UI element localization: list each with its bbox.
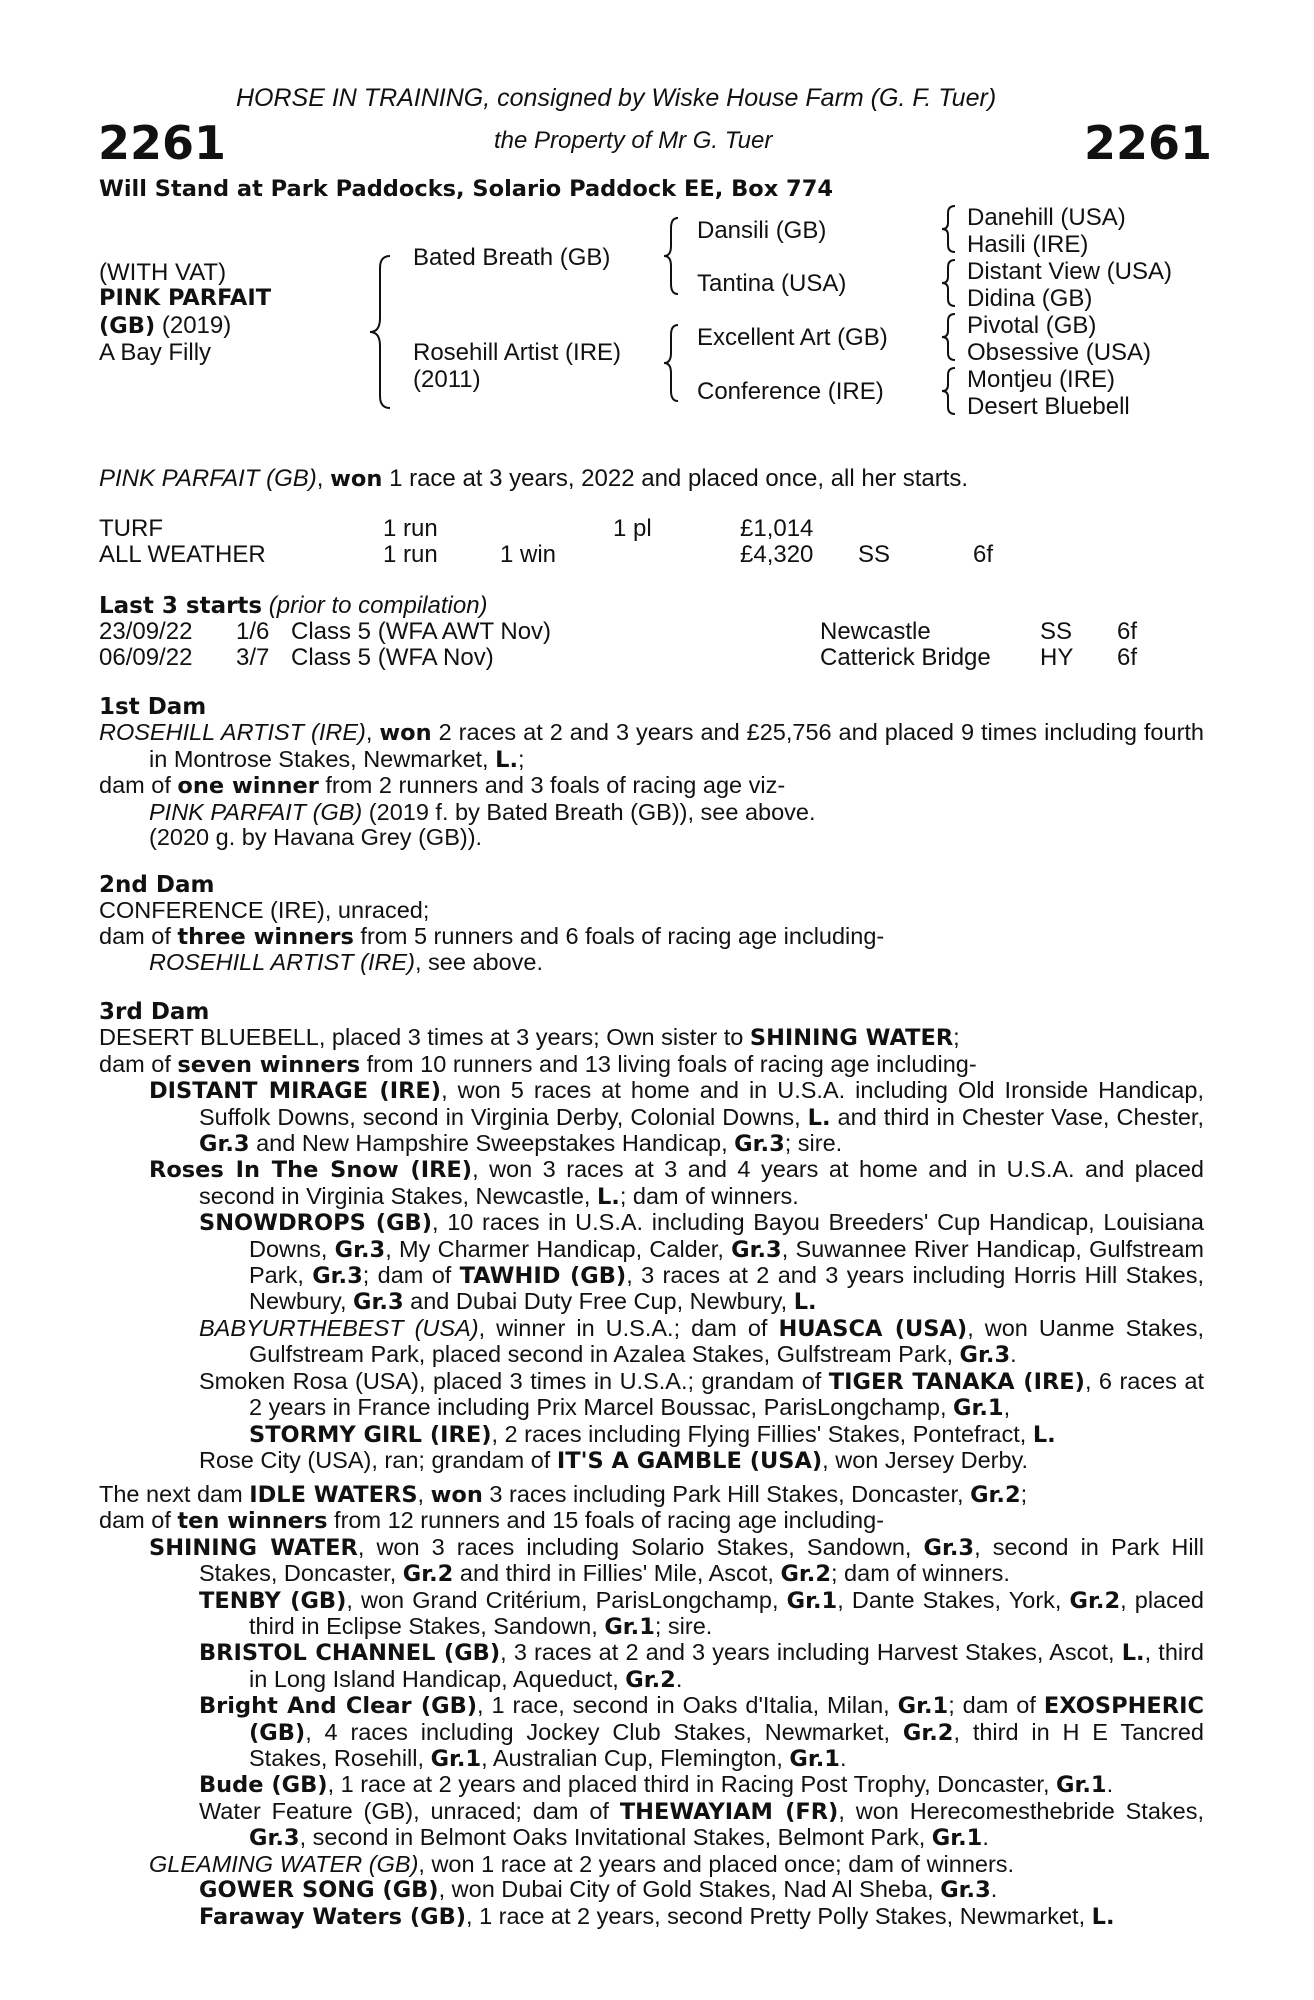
produce-name: HUASCA (USA) (778, 1315, 968, 1342)
last-starts-note: (prior to compilation) (262, 592, 488, 619)
grade: Gr.1 (897, 1693, 949, 1720)
third-dam-title: 3rd Dam (99, 999, 210, 1025)
produce-name: TIGER TANAKA (IRE) (828, 1368, 1085, 1395)
start-date: 06/09/22 (99, 644, 193, 671)
produce-entry (149, 1078, 1204, 1157)
text: , won Jersey Derby. (822, 1446, 1029, 1473)
second-dam-produce-summary (99, 924, 1204, 950)
grade: Gr.1 (786, 1587, 838, 1614)
record-runs: 1 run (383, 515, 438, 542)
first-dam-produce-summary (99, 773, 1204, 799)
g-montjeu: Montjeu (IRE) (967, 366, 1116, 393)
grade: Gr.1 (430, 1746, 482, 1773)
g-pivotal: Pivotal (GB) (967, 312, 1097, 339)
produce-entry (199, 1904, 1204, 1930)
produce-name: IT'S A GAMBLE (USA) (556, 1447, 823, 1474)
text: , won 3 races including Solario Stakes, Sandown, (357, 1533, 924, 1560)
produce-entry (199, 1693, 1204, 1772)
grade: L. (1121, 1640, 1145, 1667)
grade: L. (495, 746, 518, 773)
text: dam of (99, 922, 178, 949)
grade: Gr.2 (780, 1561, 831, 1588)
start-going: SS (1040, 618, 1073, 645)
pedigree-brace-dam (662, 321, 684, 405)
g-hasili: Hasili (IRE) (967, 231, 1089, 258)
start-date: 23/09/22 (99, 618, 193, 645)
grade: L. (596, 1183, 620, 1210)
pedigree-brace-main (368, 252, 398, 412)
pedigree-brace-sire (662, 214, 684, 298)
lot-number-left: 2261 (98, 116, 227, 170)
lot-number-right: 2261 (1084, 116, 1213, 170)
won-label: won (430, 1482, 483, 1508)
text: , 2 races including Flying Fillies' Stakes, Pontefract, (491, 1420, 1033, 1447)
text: and third in Chester Vase, Chester, (830, 1103, 1204, 1130)
text: , won 3 races at 3 and 4 years at home and in U.S.A. and placed second in Virginia Stakes, Newcastle, (199, 1156, 1204, 1209)
text: . (990, 1876, 998, 1903)
text: dam of (99, 1507, 178, 1534)
summary-rest: 1 race at 3 years, 2022 and placed once, all her starts. (382, 465, 969, 492)
grade: Gr.3 (734, 1131, 785, 1158)
produce-entry (199, 1772, 1204, 1798)
dam-sire: Excellent Art (GB) (697, 324, 888, 351)
grade: Gr.1 (604, 1614, 655, 1641)
text: from 10 runners and 13 living foals of racing age including- (360, 1050, 977, 1077)
record-wins: 1 win (500, 541, 557, 568)
start-position: 1/6 (236, 618, 270, 645)
grade: L. (1091, 1903, 1115, 1930)
winners-count: seven winners (177, 1051, 361, 1078)
produce-name: Bright And Clear (GB) (199, 1693, 478, 1720)
dam-dam: Conference (IRE) (697, 378, 884, 405)
text: and third in Fillies' Mile, Ascot, (453, 1560, 781, 1587)
text: , 10 races in U.S.A. including Bayou Breeders' Cup Handicap, Louisiana Downs, (249, 1209, 1204, 1262)
winners-count: ten winners (177, 1508, 328, 1535)
text: , (1003, 1394, 1011, 1421)
record-prize: £4,320 (740, 541, 814, 568)
text: , won 5 races at home and in U.S.A. including Old Ironside Handicap, Suffolk Downs, second in Virginia Derby, Colonial Downs, (199, 1077, 1204, 1130)
produce-name: GOWER SONG (GB) (199, 1877, 439, 1904)
grade: Gr.1 (953, 1395, 1004, 1422)
text: ; (1020, 1481, 1028, 1507)
produce-name: SHINING WATER (149, 1534, 358, 1561)
text: . (1010, 1341, 1017, 1368)
text: , 6 races at 2 years in France including Prix Marcel Boussac, ParisLongchamp, (249, 1367, 1204, 1421)
produce-name: STORMY GIRL (IRE) (249, 1421, 492, 1448)
sire: Bated Breath (GB) (413, 244, 611, 271)
record-distance: 6f (973, 541, 994, 568)
text: (2019 f. by Bated Breath (GB)), see above. (362, 798, 816, 825)
text: , winner in U.S.A.; dam of (478, 1314, 779, 1341)
grade: Gr.3 (923, 1534, 975, 1561)
text: , 3 races at 2 and 3 years including Harvest Stakes, Ascot, (500, 1639, 1122, 1666)
text: DESERT BLUEBELL, placed 3 times at 3 years; Own sister to (99, 1024, 750, 1051)
text: dam of (99, 1050, 178, 1077)
grade: Gr.3 (199, 1131, 250, 1158)
text: , placed third in Eclipse Stakes, Sandown, (249, 1586, 1205, 1640)
grade: Gr.2 (1069, 1587, 1121, 1614)
text: , won Grand Critérium, ParisLongchamp, (346, 1586, 787, 1613)
text: ; (953, 1024, 960, 1051)
text: ; sire. (654, 1613, 713, 1640)
horse-description: A Bay Filly (99, 339, 212, 366)
g-danehill: Danehill (USA) (967, 204, 1126, 231)
grade: Gr.3 (249, 1825, 300, 1852)
grade: Gr.2 (625, 1666, 676, 1693)
text: from 2 runners and 3 foals of racing age viz- (318, 772, 786, 799)
text: dam of (99, 772, 178, 799)
grade: Gr.1 (931, 1825, 983, 1852)
record-placed: 1 pl (613, 515, 652, 542)
produce-name: GLEAMING WATER (GB) (149, 1850, 419, 1877)
text: from 5 runners and 6 foals of racing age including- (353, 922, 885, 949)
winners-count: three winners (177, 923, 354, 950)
grade: Gr.3 (959, 1342, 1011, 1369)
horse-name: PINK PARFAIT (99, 285, 272, 311)
dam-name: IDLE WATERS (249, 1482, 418, 1508)
sire-sire: Dansili (GB) (697, 217, 827, 244)
grade: Gr.1 (789, 1746, 840, 1773)
text: ; dam of (948, 1692, 1044, 1719)
produce-entry (149, 800, 1204, 825)
stand-line: Will Stand at Park Paddocks, Solario Paddock EE, Box 774 (99, 176, 834, 202)
grade: Gr.2 (402, 1561, 454, 1588)
record-surface: ALL WEATHER (99, 541, 266, 568)
grade: Gr.3 (312, 1263, 363, 1290)
horse-year: (2019) (155, 312, 232, 339)
produce-name: SNOWDROPS (GB) (199, 1210, 432, 1237)
g-didina: Didina (GB) (967, 285, 1093, 312)
sire-dam: Tantina (USA) (697, 270, 847, 297)
text: The next dam (99, 1481, 250, 1507)
produce-entry (199, 1588, 1204, 1641)
third-dam-record (99, 1025, 1204, 1051)
text: . (982, 1824, 989, 1851)
text: . (1106, 1771, 1114, 1798)
text: 3 races including Park Hill Stakes, Doncaster, (482, 1481, 971, 1507)
text: , 3 races at 2 and 3 years including Horris Hill Stakes, Newbury, (249, 1262, 1204, 1315)
won-label: won (379, 720, 432, 747)
text: , second in Belmont Oaks Invitational Stakes, Belmont Park, (299, 1824, 932, 1851)
text: . (839, 1745, 847, 1772)
start-going: HY (1040, 644, 1074, 671)
text: , (365, 719, 380, 746)
record-going: SS (858, 541, 891, 568)
start-course: Newcastle (820, 618, 931, 645)
text: , (417, 1481, 431, 1507)
text: , won Uanme Stakes, Gulfstream Park, placed second in Azalea Stakes, Gulfstream Park, (249, 1314, 1204, 1368)
text: ; dam of winners. (831, 1560, 1010, 1587)
grade: Gr.1 (1056, 1772, 1107, 1799)
grade: Gr.3 (334, 1236, 386, 1263)
produce-entry: (2020 g. by Havana Grey (GB)). (149, 824, 483, 851)
g-obsessive: Obsessive (USA) (967, 339, 1152, 366)
produce-entry (149, 1157, 1204, 1210)
text: from 12 runners and 15 foals of racing age including- (327, 1507, 885, 1534)
produce-entry (199, 1640, 1204, 1693)
produce-entry (199, 1369, 1204, 1422)
text: , Suwannee River Handicap, Gulfstream Park, (249, 1235, 1204, 1289)
grade: Gr.3 (353, 1289, 404, 1316)
produce-name: BABYURTHEBEST (USA) (199, 1314, 479, 1341)
third-dam-section (99, 1000, 1204, 1474)
text: , won 1 race at 2 years and placed once; dam of winners. (418, 1850, 1015, 1877)
produce-entry (199, 1799, 1204, 1852)
produce-name: ROSEHILL ARTIST (IRE) (149, 949, 415, 976)
produce-entry (149, 950, 1204, 975)
grade: L. (807, 1104, 831, 1131)
second-dam-section (99, 873, 1204, 976)
start-position: 3/7 (236, 644, 270, 671)
grade: Gr.3 (731, 1236, 782, 1263)
produce-entry (199, 1448, 1204, 1474)
next-dam-produce-summary (99, 1508, 1204, 1534)
produce-name: Bude (GB) (199, 1772, 328, 1799)
produce-entry (249, 1422, 1204, 1448)
pedigree-brace-g2 (940, 257, 960, 309)
text: Rose City (USA), ran; grandam of (199, 1446, 557, 1473)
start-distance: 6f (1117, 618, 1138, 645)
g-distant-view: Distant View (USA) (967, 258, 1172, 285)
text: ; (518, 745, 525, 772)
grade: L. (793, 1289, 817, 1316)
text: and New Hampshire Sweepstakes Handicap, (249, 1130, 735, 1157)
text: , won Dubai City of Gold Stakes, Nad Al Sheba, (438, 1876, 941, 1903)
produce-name: PINK PARFAIT (GB) (149, 798, 363, 825)
produce-name: Faraway Waters (GB) (199, 1903, 467, 1930)
summary-won: won (330, 466, 383, 492)
text: Smoken Rosa (USA), placed 3 times in U.S.A.; grandam of (199, 1367, 829, 1394)
second-dam-title: 2nd Dam (99, 872, 215, 898)
grade: Gr.2 (970, 1482, 1021, 1508)
produce-name: TENBY (GB) (199, 1587, 347, 1614)
pedigree-brace-g3 (940, 311, 960, 363)
race-summary: PINK PARFAIT (GB), won 1 race at 3 years, 2022 and placed once, all her starts. (99, 465, 969, 492)
text: , won Herecomesthebride Stakes, (838, 1797, 1204, 1824)
produce-entry (149, 1535, 1204, 1588)
produce-name: BRISTOL CHANNEL (GB) (199, 1640, 501, 1667)
produce-entry (199, 1877, 1204, 1903)
text: , third in H E Tancred Stakes, Rosehill, (249, 1718, 1204, 1772)
g-desert-bluebell: Desert Bluebell (967, 393, 1130, 420)
produce-name: EXOSPHERIC (GB) (249, 1693, 1204, 1746)
text: ; dam of winners. (619, 1182, 799, 1209)
produce-name: THEWAYIAM (FR) (619, 1798, 839, 1825)
vat-label: (WITH VAT) (99, 259, 227, 286)
start-class: Class 5 (WFA Nov) (291, 644, 494, 671)
grade: L. (1032, 1421, 1056, 1448)
text: , Australian Cup, Flemington, (481, 1745, 790, 1772)
property-line: the Property of Mr G. Tuer (494, 127, 773, 154)
winners-count: one winner (177, 773, 319, 800)
first-dam-section (99, 695, 1204, 850)
grade: Gr.2 (902, 1719, 954, 1746)
text: Water Feature (GB), unraced; dam of (199, 1797, 620, 1824)
relative-name: SHINING WATER (749, 1025, 954, 1052)
produce-entry (149, 1852, 1204, 1877)
third-dam-produce-summary (99, 1052, 1204, 1078)
horse-country: (GB) (99, 313, 156, 339)
record-runs: 1 run (383, 541, 438, 568)
record-surface: TURF (99, 515, 163, 542)
text: . (675, 1665, 683, 1692)
dam: Rosehill Artist (IRE) (413, 339, 622, 366)
text: , third in Long Island Handicap, Aqueduct, (249, 1639, 1205, 1692)
produce-name: TAWHID (GB) (459, 1263, 627, 1290)
produce-name: Roses In The Snow (IRE) (149, 1157, 473, 1184)
consignor-line: HORSE IN TRAINING, consigned by Wiske House Farm (G. F. Tuer) (236, 84, 997, 112)
produce-entry (199, 1210, 1204, 1316)
horse-origin-year (99, 312, 231, 340)
summary-horse: PINK PARFAIT (GB) (99, 465, 317, 492)
last-starts-heading (99, 592, 488, 620)
text: ; sire. (784, 1130, 843, 1157)
text: 2 races at 2 and 3 years and £25,756 and placed 9 times including fourth in Montrose Stakes, Newmarket, (149, 719, 1204, 772)
next-dam-section (99, 1482, 1204, 1930)
text: , 1 race at 2 years, second Pretty Polly Stakes, Newmarket, (466, 1902, 1092, 1929)
text: ; dam of (362, 1262, 460, 1289)
text: , 4 races including Jockey Club Stakes, Newmarket, (305, 1718, 903, 1745)
start-course: Catterick Bridge (820, 644, 991, 671)
produce-entry (199, 1316, 1204, 1369)
next-dam-record (99, 1482, 1204, 1508)
second-dam-record: CONFERENCE (IRE), unraced; (99, 897, 430, 924)
pedigree-brace-g1 (940, 203, 960, 255)
start-distance: 6f (1117, 644, 1138, 671)
grade: Gr.3 (940, 1877, 991, 1904)
first-dam-title: 1st Dam (99, 694, 207, 720)
text: and Dubai Duty Free Cup, Newbury, (403, 1288, 794, 1315)
text: , see above. (414, 949, 544, 976)
text: , second in Park Hill Stakes, Doncaster, (199, 1533, 1205, 1587)
dam-name: ROSEHILL ARTIST (IRE) (99, 719, 366, 746)
record-prize: £1,014 (740, 515, 814, 542)
last-starts-title: Last 3 starts (99, 593, 263, 619)
pedigree-brace-g4 (940, 365, 960, 417)
produce-name: DISTANT MIRAGE (IRE) (149, 1078, 442, 1105)
text: , 1 race at 2 years and placed third in Racing Post Trophy, Doncaster, (327, 1771, 1057, 1798)
dam-year: (2011) (413, 366, 481, 393)
text: , Dante Stakes, York, (837, 1586, 1070, 1613)
start-class: Class 5 (WFA AWT Nov) (291, 618, 552, 645)
text: , My Charmer Handicap, Calder, (385, 1235, 732, 1262)
first-dam-record (99, 720, 1204, 773)
text: , 1 race, second in Oaks d'Italia, Milan, (477, 1692, 898, 1719)
